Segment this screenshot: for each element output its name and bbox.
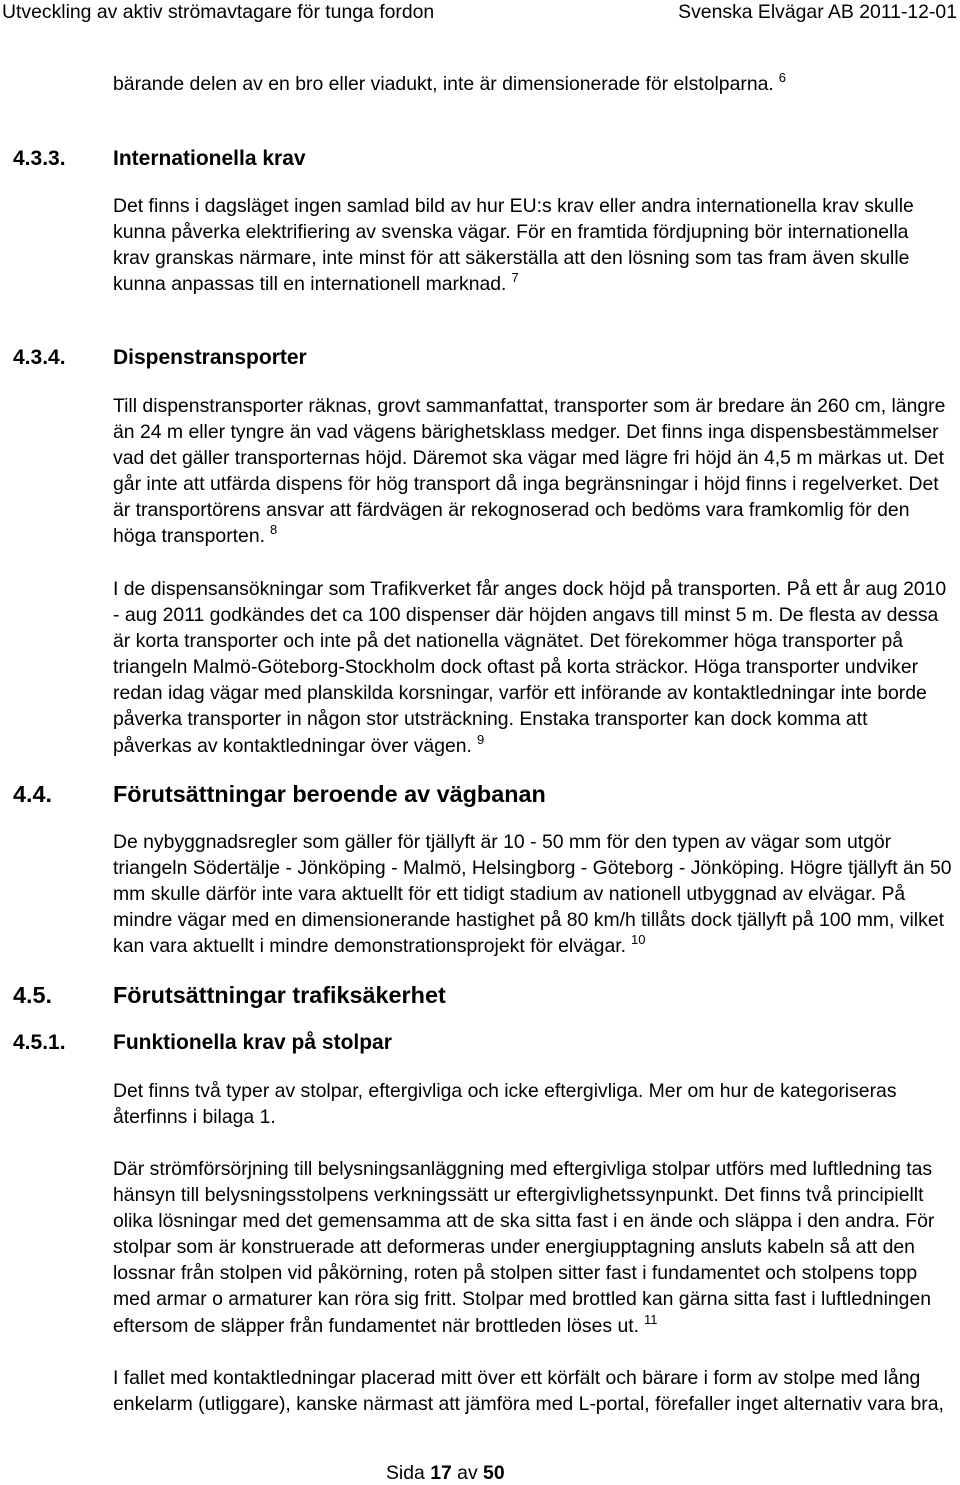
section-heading [0,779,960,809]
paragraph-line [113,933,958,959]
paragraph [113,829,958,959]
paragraph-line [113,523,958,549]
section-heading [0,980,960,1010]
paragraph-line: kunna påverka elektrifiering av svenska vägar. För en framtida fördjupning bör internationella [113,221,909,244]
paragraph-line: Där strömförsörjning till belysningsanläggning med eftergivliga stolpar utförs med luftledning tas [113,1158,933,1180]
section-number: 4.3.3. [13,147,66,170]
section-heading [0,345,960,371]
paragraph-line: olika lösningar med det gemensamma att de ska sitta fast i en ände och släppa i den andra. För [113,1210,935,1233]
paragraph-line: mindre vägar med en dimensionerande hastighet på 80 km/h tillåts dock tjällyft på 100 mm, vilket [113,909,944,932]
paragraph-line: återfinns i bilaga 1. [113,1106,276,1129]
paragraph [113,576,958,759]
paragraph [113,193,958,297]
header-organization-date: Svenska Elvägar AB 2011-12-01 [678,1,957,23]
paragraph-line: går inte att utfärda dispens för hög transport då inga begränsningar i höjd finns i regelverket. Det [113,473,939,496]
section-title: Förutsättningar beroende av vägbanan [113,781,546,807]
paragraph-line: Det finns två typer av stolpar, eftergivliga och icke eftergivliga. Mer om hur de kategoriseras [113,1080,897,1102]
paragraph-line: än 24 m eller tyngre än vad vägens bärighetsklass medger. Det finns inga dispensbestämmelser [113,421,939,444]
paragraph [113,1156,958,1339]
paragraph-line: triangeln Malmö-Göteborg-Stockholm dock oftast på korta sträckor. Höga transporter undviker [113,656,919,679]
section-number: 4.5.1. [13,1031,66,1054]
paragraph-text: höga transporten. [113,525,266,548]
running-header [0,0,960,24]
paragraph-line: mm skulle därför inte vara aktuellt för ett tidigt stadium av nationell utbyggnad av elvägar. På [113,883,906,906]
section-title: Dispenstransporter [113,346,307,369]
paragraph [113,71,958,97]
paragraph-line: Till dispenstransporter räknas, grovt sammanfattat, transporter som är bredare än 260 cm, längre [113,395,946,417]
page-separator: av [457,1462,478,1484]
paragraph-line: krav granskas närmare, inte minst för att säkerställa att den lösning som tas fram även skulle [113,247,910,270]
footnote-ref: 11 [644,1311,658,1327]
paragraph-text: kunna anpassas till en internationell marknad. [113,273,507,296]
footnote-ref: 9 [476,731,485,747]
section-title: Internationella krav [113,147,306,170]
paragraph-text: eftersom de släpper från fundamentet när brottleden löses ut. [113,1314,640,1337]
paragraph-line: - aug 2011 godkändes det ca 100 dispenser där höjden angavs till minst 5 m. De flesta av dessa [113,604,939,627]
paragraph-line: I fallet med kontaktledningar placerad mitt över ett körfält och bärare i form av stolpe med lång [113,1367,921,1389]
paragraph-line: med armar o armaturer kan röra sig fritt. Stolpar med brottled kan gärna sitta fast i luftledningen [113,1288,932,1311]
section-number: 4.3.4. [13,346,66,369]
paragraph-text: kan vara aktuellt i mindre demonstrationsprojekt för elvägar. [113,935,627,958]
page-number-footer [386,1462,505,1484]
section-number: 4.5. [13,982,53,1008]
paragraph-line: är korta transporter och inte på det nationella vägnätet. Det förekommer höga transporter på [113,630,904,653]
paragraph-text: bärande delen av en bro eller viadukt, inte är dimensionerade för elstolparna. [113,73,774,95]
total-page-count: 50 [483,1462,505,1484]
paragraph-line: Det finns i dagsläget ingen samlad bild av hur EU:s krav eller andra internationella krav skulle [113,195,914,217]
paragraph-line: lossnar från stolpen vid påkörning, roten på stolpen sitter fast i fundamentet och stolpens topp [113,1262,918,1285]
paragraph-line: De nybyggnadsregler som gäller för tjällyft är 10 - 50 mm för den typen av vägar som utgör [113,831,892,853]
paragraph-line: vad det gäller transporternas höjd. Däremot ska vägar med lägre fri höjd än 4,5 m märkas ut. Det [113,447,944,470]
paragraph-text: påverkas av kontaktledningar över vägen. [113,734,472,757]
footnote-ref: 8 [270,522,278,538]
paragraph-line: påverka transporter in någon stor utsträckning. Enstaka transporter kan dock komma att [113,708,868,731]
paragraph-line [113,733,958,759]
section-number: 4.4. [13,781,53,807]
paragraph-line: I de dispensansökningar som Trafikverket får anges dock höjd på transporten. På ett år aug 2010 [113,578,947,600]
section-heading [0,1030,960,1056]
paragraph-line: stolpar som är konstruerade att deformeras under energiupptagning ansluts kabeln så att den [113,1236,915,1259]
paragraph [113,1078,958,1130]
section-title: Förutsättningar trafiksäkerhet [113,982,446,1008]
footnote-ref: 10 [631,932,646,948]
paragraph-line [113,271,958,297]
paragraph-line: enkelarm (utliggare), kanske närmast att jämföra med L-portal, förefaller inget alternativ vara bra, [113,1393,944,1416]
paragraph-line [113,71,958,97]
paragraph-line [113,1313,958,1339]
paragraph-line: redan idag vägar med planskilda korsningar, varför ett införande av kontaktledningar inte borde [113,682,927,705]
page-label: Sida [386,1462,425,1484]
section-title: Funktionella krav på stolpar [113,1031,392,1054]
header-document-title: Utveckling av aktiv strömavtagare för tunga fordon [2,1,435,23]
paragraph-line: är transportörens ansvar att färdvägen är rekognoserad och bedöms vara framkomlig för den [113,499,910,522]
paragraph-line: hänsyn till belysningsstolpens verkningssätt ur eftergivlighetssynpunkt. Det finns två principiellt [113,1184,924,1207]
current-page-number: 17 [430,1462,452,1484]
footnote-ref: 7 [511,270,519,286]
section-heading [0,146,960,172]
paragraph-line: triangeln Södertälje - Jönköping - Malmö, Helsingborg - Göteborg - Jönköping. Högre tjällyft än 50 [113,857,952,880]
paragraph [113,1365,958,1417]
paragraph [113,393,958,550]
footnote-ref: 6 [778,71,787,85]
